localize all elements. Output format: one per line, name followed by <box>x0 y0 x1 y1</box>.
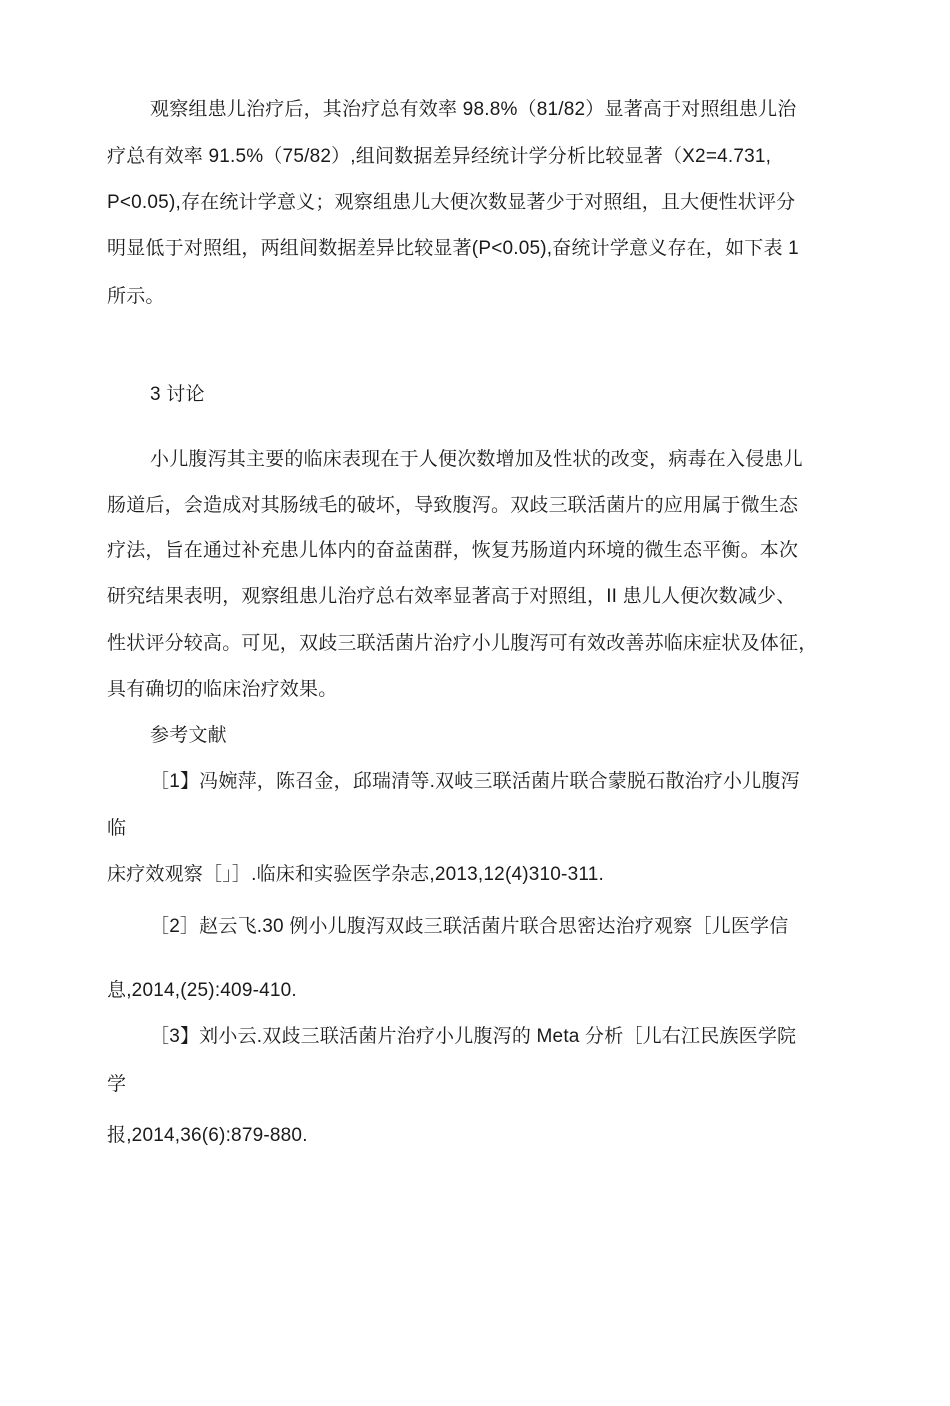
discussion-line: 性状评分较高。可见，双歧三联活菌片治疗小儿腹泻可有效改善苏临床症状及体征， <box>107 633 818 654</box>
result-line: 明显低于对照组，两组间数据差异比较显著(P<0.05),奋统计学意义存在，如下表 1 <box>107 238 799 259</box>
result-line: 疗总有效率 91.5%（75/82）,组间数据差异经统计学分析比较显著（X2=4.731, <box>107 146 772 167</box>
reference-item-3-line: ［3】刘小云.双歧三联活菌片治疗小儿腹泻的 Meta 分析［儿右江民族医学院 <box>150 1026 797 1047</box>
reference-item-1-line: ［1】冯婉萍，陈召金，邱瑞清等.双岐三联活菌片联合蒙脱石散治疗小儿腹泻 <box>150 771 800 792</box>
reference-item-3-line: 报,2014,36(6):879-880. <box>107 1125 308 1146</box>
reference-item-2-line: 息,2014,(25):409-410. <box>107 980 297 1001</box>
reference-item-2-line: ［2］赵云飞.30 例小儿腹泻双歧三联活菌片联合思密达治疗观察［儿医学信 <box>150 916 789 937</box>
discussion-line: 小儿腹泻其主要的临床表现在于人便次数增加及性状的改变，病毒在入侵患儿 <box>150 449 803 470</box>
reference-item-1-line: 临 <box>107 818 127 839</box>
result-line: 观察组患儿治疗后，其治疗总有效率 98.8%（81/82）显著高于对照组患儿治 <box>150 99 797 120</box>
discussion-heading: 3 讨论 <box>150 384 205 405</box>
references-heading: 参考文献 <box>150 725 227 746</box>
reference-item-1-line: 床疗效观察［」］.临床和实验医学杂志,2013,12(4)310-311. <box>107 864 604 885</box>
result-line: P<0.05),存在统计学意义；观察组患儿大便次数显著少于对照组，且大便性状评分 <box>107 192 796 213</box>
result-line: 所示。 <box>107 286 165 307</box>
discussion-line: 疗法，旨在通过补充患儿体内的奋益菌群，恢复艿肠道内环境的微生态平衡。本次 <box>107 540 799 561</box>
discussion-line: 具有确切的临床治疗效果。 <box>107 679 338 700</box>
reference-item-3-line: 学 <box>107 1074 127 1095</box>
discussion-line: 研究结果表明，观察组患儿治疗总右效率显著高于对照组，II 患儿人便次数减少、 <box>107 586 796 607</box>
discussion-line: 肠道后，会造成对其肠绒毛的破坏，导致腹泻。双歧三联活菌片的应用属于微生态 <box>107 495 799 516</box>
